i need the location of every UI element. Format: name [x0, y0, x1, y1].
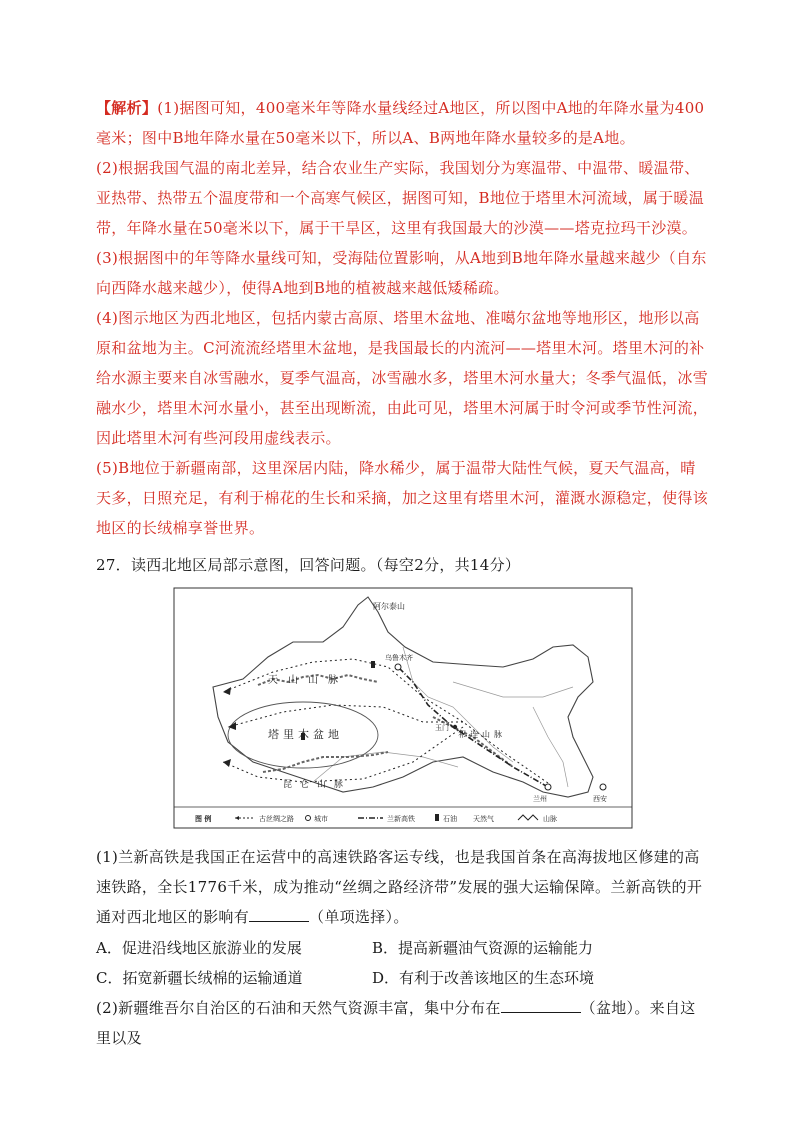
- label-lanzhou: 兰州: [533, 795, 547, 803]
- label-tianshan: 天山山脉: [268, 675, 348, 686]
- question-27-title: 27．读西北地区局部示意图，回答问题。（每空2分，共14分）: [96, 556, 521, 574]
- question-2-suffix: （盆地）。来自这里以及: [96, 999, 696, 1047]
- legend-mountain: 山脉: [543, 815, 557, 823]
- question-1-suffix: （单项选择）。: [309, 908, 409, 926]
- analysis-p5: (5)B地位于新疆南部，这里深居内陆，降水稀少，属于温带大陆性气候，夏天气温高，晴天多，日照充足，有利于棉花的生长和采摘，加之这里有塔里木河，灌溉水源稳定，使得该地区的长绒棉享誉世界。: [96, 459, 709, 537]
- analysis-p1-text: (1)据图可知，400毫米年等降水量线经过A地区，所以图中A地的年降水量为400毫米；图中B地年降水量在50毫米以下，所以A、B两地年降水量较多的是A地。: [96, 99, 705, 147]
- map-svg: [173, 587, 633, 829]
- analysis-tag: 【解析】: [96, 99, 158, 117]
- legend-city: 城市: [314, 815, 328, 823]
- city-urumqi: [395, 664, 401, 670]
- analysis-p1: [96, 93, 708, 153]
- legend-rail: 兰新高铁: [387, 815, 415, 823]
- question-1: [96, 842, 708, 932]
- option-a[interactable]: A．促进沿线地区旅游业的发展: [96, 939, 302, 957]
- label-urumqi: 乌鲁木齐: [385, 654, 413, 662]
- analysis-p2: (2)根据我国气温的南北差异，结合农业生产实际，我国划分为寒温带、中温带、暖温带、亚热带、热带五个温度带和一个高寒气候区，据图可知，B地位于塔里木河流域，属于暖温带，年降水量在50毫米以下，属于干旱区，这里有我国最大的沙漠——塔克拉玛干沙漠。: [96, 159, 705, 237]
- analysis-p4: (4)图示地区为西北地区，包括内蒙古高原、塔里木盆地、准噶尔盆地等地形区，地形以高原和盆地为主。C河流流经塔里木盆地，是我国最长的内流河——塔里木河。塔里木河的补给水源主要来自冰雪融水，夏季气温高，冰雪融水多，塔里木河水量大；冬季气温低，冰雪融水少，塔里木河水量小，甚至出现断流，由此可见，塔里木河属于时令河或季节性河流，因此塔里木河有些河段用虚线表示。: [96, 309, 709, 447]
- label-tarim: 塔里木盆地: [268, 728, 343, 741]
- question-1-text: (1)兰新高铁是我国正在运营中的高速铁路客运专线，也是我国首条在高海拔地区修建的高速铁路，全长1776千米，成为推动“丝绸之路经济带”发展的强大运输保障。兰新高铁的开通对西北地区的影响有: [96, 848, 703, 926]
- legend-title: 图 例: [195, 815, 212, 823]
- legend-silk: 古丝绸之路: [259, 815, 294, 823]
- option-b[interactable]: B．提高新疆油气资源的运输能力: [372, 939, 594, 957]
- label-kunlun: 昆仑山脉: [283, 780, 352, 790]
- northwest-map: [173, 587, 633, 829]
- label-altai: 阿尔泰山: [373, 602, 405, 611]
- legend-gas: 天然气: [473, 815, 494, 823]
- label-qilian: 祁连山脉: [458, 730, 506, 739]
- answer-blank-1[interactable]: [249, 903, 309, 922]
- question-2: [96, 993, 708, 1053]
- legend-oil: 石油: [443, 815, 457, 823]
- oil-icon: [371, 661, 375, 668]
- option-d[interactable]: D．有利于改善该地区的生态环境: [372, 969, 595, 987]
- city-lanzhou: [545, 784, 551, 790]
- analysis-p3: (3)根据图中的年等降水量线可知，受海陆位置影响，从A地到B地年降水量越来越少（自东向西降水越来越少），使得A地到B地的植被越来越低矮稀疏。: [96, 249, 707, 297]
- label-xian: 西安: [593, 795, 607, 803]
- option-c[interactable]: C．拓宽新疆长绒棉的运输通道: [96, 969, 303, 987]
- label-yumen: 玉门: [435, 724, 449, 732]
- question-2-text: (2)新疆维吾尔自治区的石油和天然气资源丰富，集中分布在: [96, 999, 501, 1017]
- answer-blank-2[interactable]: [501, 994, 581, 1013]
- city-xian: [600, 784, 606, 790]
